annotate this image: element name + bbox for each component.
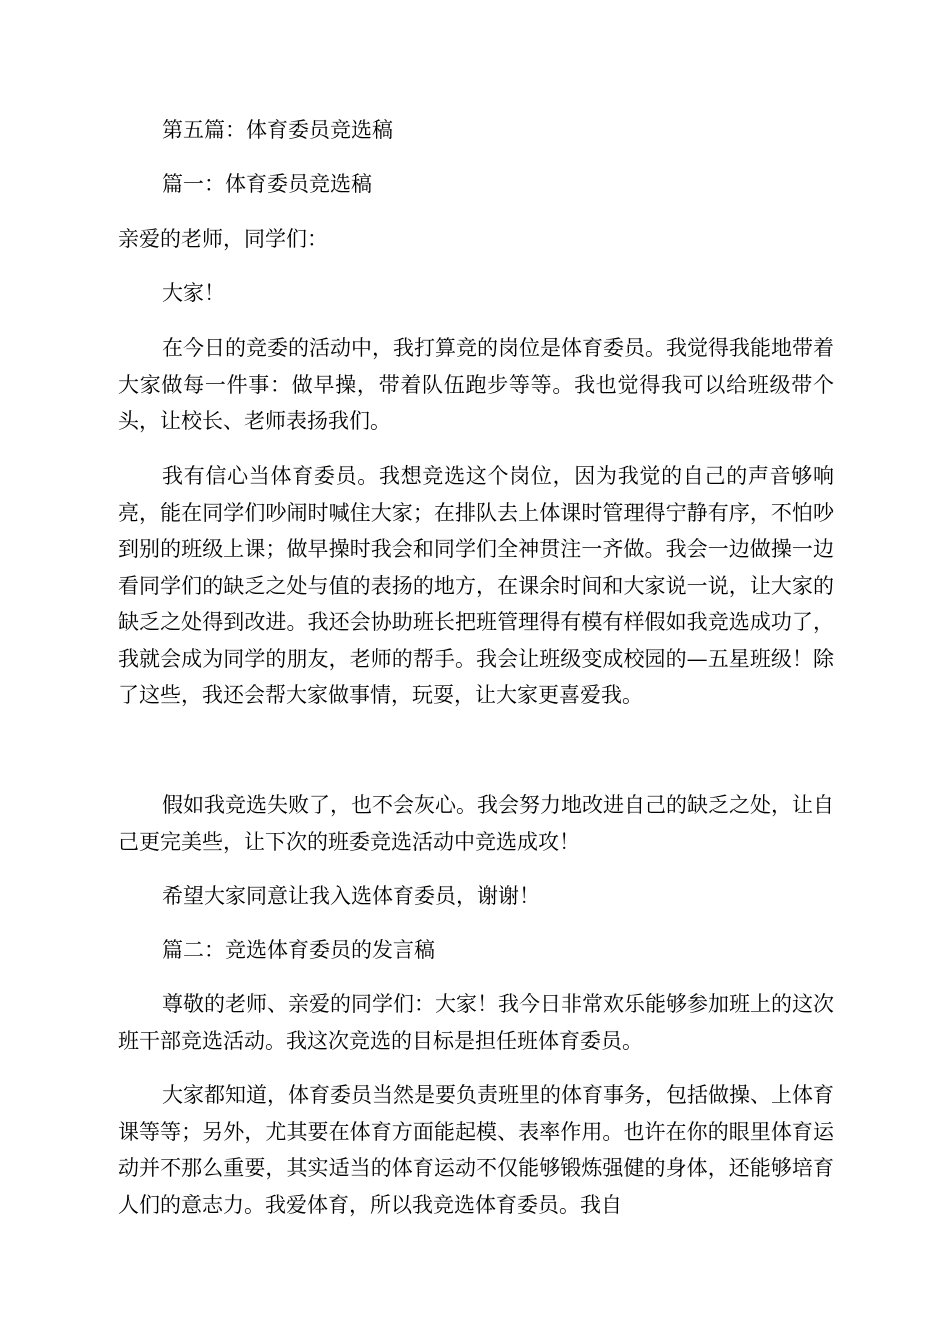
body-paragraph-3: 假如我竞选失败了，也不会灰心。我会努力地改进自己的缺乏之处，让自己更完美些，让下次的班委竞选活动中竞选成攻！ — [118, 793, 834, 854]
greeting: 大家！ — [162, 281, 225, 305]
body-paragraph-4: 希望大家同意让我入选体育委员，谢谢！ — [162, 884, 540, 908]
section-heading-2: 篇二：竞选体育委员的发言稿 — [162, 938, 435, 962]
body-paragraph-5: 尊敬的老师、亲爱的同学们：大家！我今日非常欢乐能够参加班上的这次班干部竞选活动。我这次竞选的目标是担任班体育委员。 — [118, 992, 834, 1053]
section-heading-5: 第五篇：体育委员竞选稿 — [162, 118, 393, 142]
salutation: 亲爱的老师，同学们： — [118, 227, 328, 251]
body-paragraph-6: 大家都知道，体育委员当然是要负责班里的体育事务，包括做操、上体育课等等；另外，尤其要在体育方面能起模、表率作用。也许在你的眼里体育运动并不那么重要，其实适当的体育运动不仅能够锻炼强健的身体，还能够培育人们的意志力。我爱体育，所以我竞选体育委员。我自 — [118, 1083, 834, 1217]
body-paragraph-2: 我有信心当体育委员。我想竞选这个岗位，因为我觉的自己的声音够响亮，能在同学们吵闹时喊住大家；在排队去上体课时管理得宁静有序，不怕吵到别的班级上课；做早操时我会和同学们全神贯注一齐做。我会一边做操一边看同学们的缺乏之处与值的表扬的地方，在课余时间和大家说一说，让大家的缺乏之处得到改进。我还会协助班长把班管理得有模有样假如我竞选成功了，我就会成为同学的朋友，老师的帮手。我会让班级变成校园的—五星班级！除了这些，我还会帮大家做事情，玩耍，让大家更喜爱我。 — [118, 464, 834, 707]
body-paragraph-1: 在今日的竞委的活动中，我打算竞的岗位是体育委员。我觉得我能地带着大家做每一件事：做早操，带着队伍跑步等等。我也觉得我可以给班级带个头，让校长、老师表扬我们。 — [118, 336, 834, 433]
section-heading-1: 篇一：体育委员竞选稿 — [162, 172, 372, 196]
